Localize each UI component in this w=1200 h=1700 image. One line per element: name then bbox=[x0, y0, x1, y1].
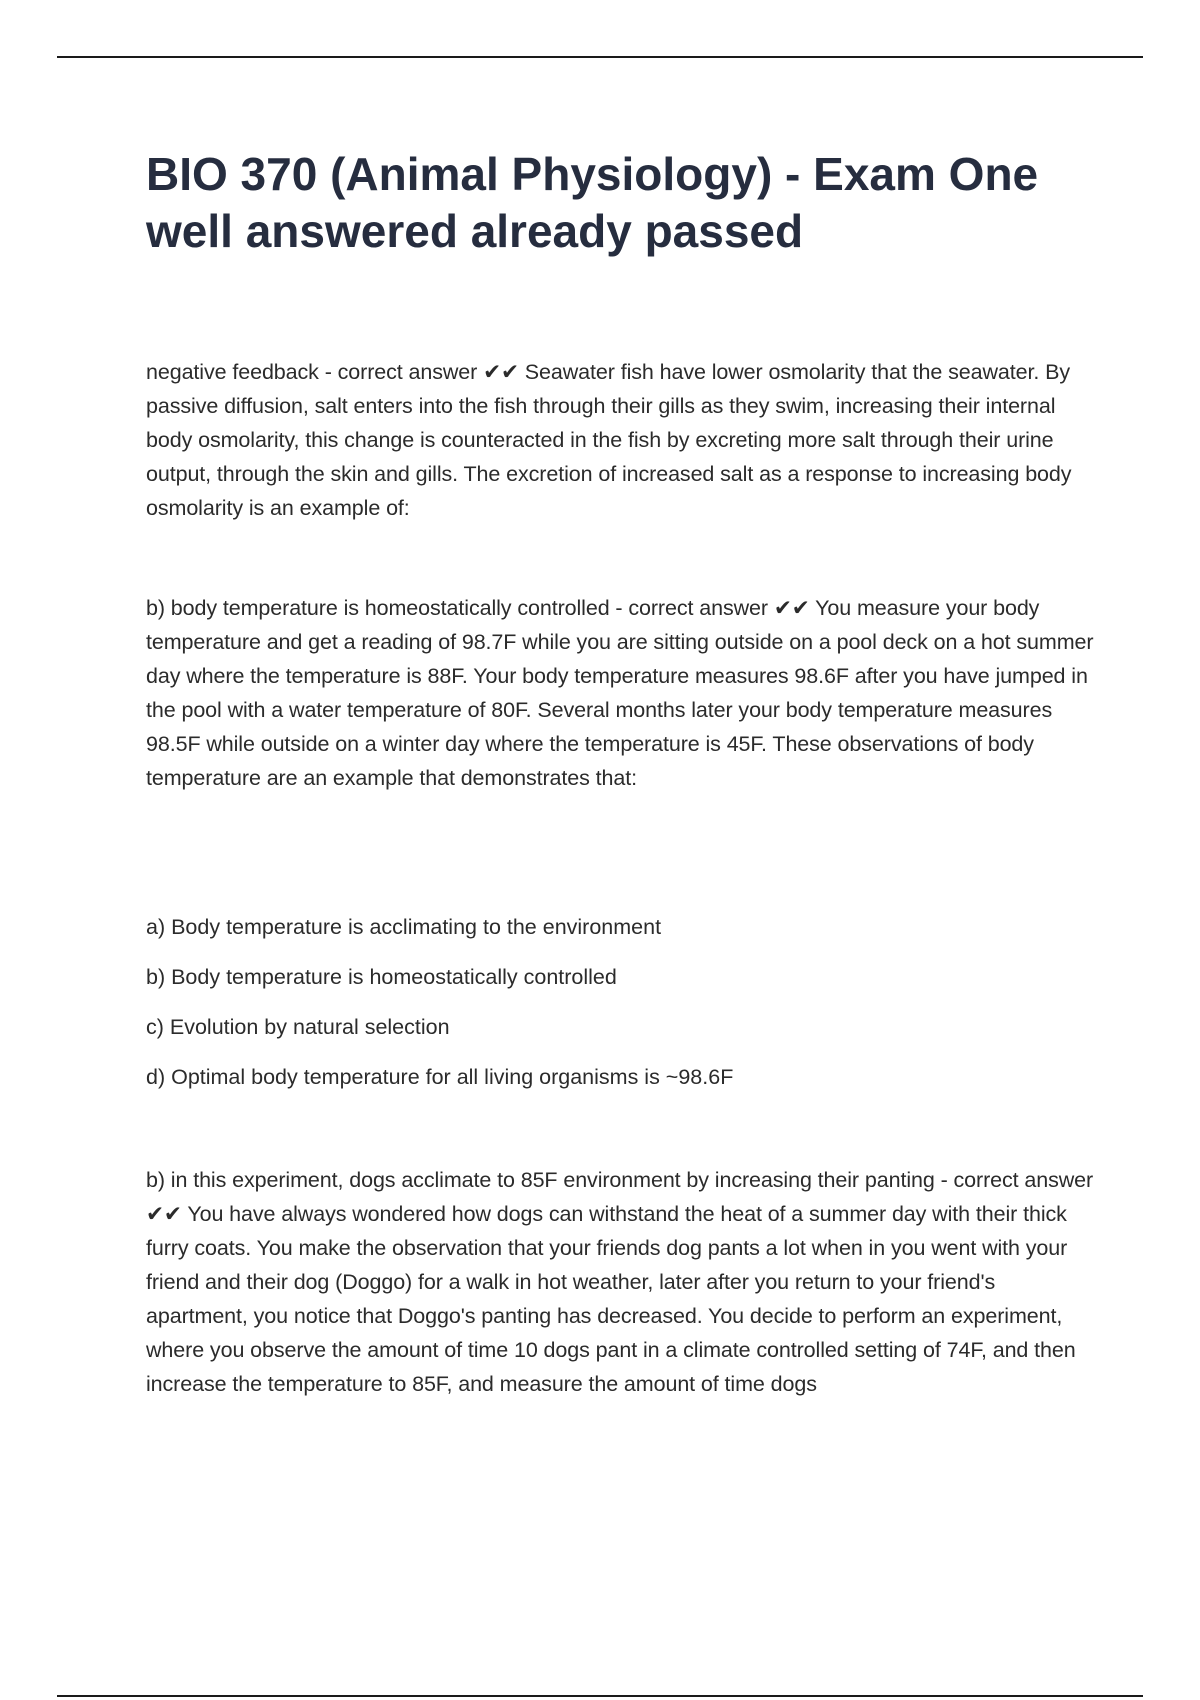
question-paragraph-1: negative feedback - correct answer ✔✔ Seawater fish have lower osmolarity that the seawater. By passive diffusion, salt enters into the fish through their gills as they swim, increasing their internal body osmolarity, this change is counteracted in the fish by excreting more salt through their urine output, through the skin and gills. The excretion of increased salt as a response to increasing body osmolarity is an example of: bbox=[146, 360, 1072, 520]
answer-option-d: d) Optimal body temperature for all living organisms is ~98.6F bbox=[146, 1065, 734, 1089]
answer-option-b: b) Body temperature is homeostatically controlled bbox=[146, 965, 617, 989]
answer-options-list bbox=[146, 910, 1046, 1110]
question-paragraph-3: b) in this experiment, dogs acclimate to 85F environment by increasing their panting - correct answer ✔✔ You have always wondered how dogs can withstand the heat of a summer day with their thick furry coats. You make the observation that your friends dog pants a lot when in you went with your friend and their dog (Doggo) for a walk in hot weather, later after you return to your friend's apartment, you notice that Doggo's panting has decreased. You decide to perform an experiment, where you observe the amount of time 10 dogs pant in a climate controlled setting of 74F, and then increase the temperature to 85F, and measure the amount of time dogs bbox=[146, 1168, 1094, 1396]
question-paragraph-2: b) body temperature is homeostatically controlled - correct answer ✔✔ You measure your body temperature and get a reading of 98.7F while you are sitting outside on a pool deck on a hot summer day where the temperature is 88F. Your body temperature measures 98.6F after you have jumped in the pool with a water temperature of 80F. Several months later your body temperature measures 98.5F while outside on a winter day where the temperature is 45F. These observations of body temperature are an example that demonstrates that: bbox=[146, 596, 1094, 790]
top-divider bbox=[57, 56, 1143, 58]
document-title: BIO 370 (Animal Physiology) - Exam One well answered already passed bbox=[146, 148, 1039, 257]
answer-option-a: a) Body temperature is acclimating to the environment bbox=[146, 915, 662, 939]
bottom-divider bbox=[57, 1695, 1143, 1697]
answer-option-c: c) Evolution by natural selection bbox=[146, 1015, 450, 1039]
